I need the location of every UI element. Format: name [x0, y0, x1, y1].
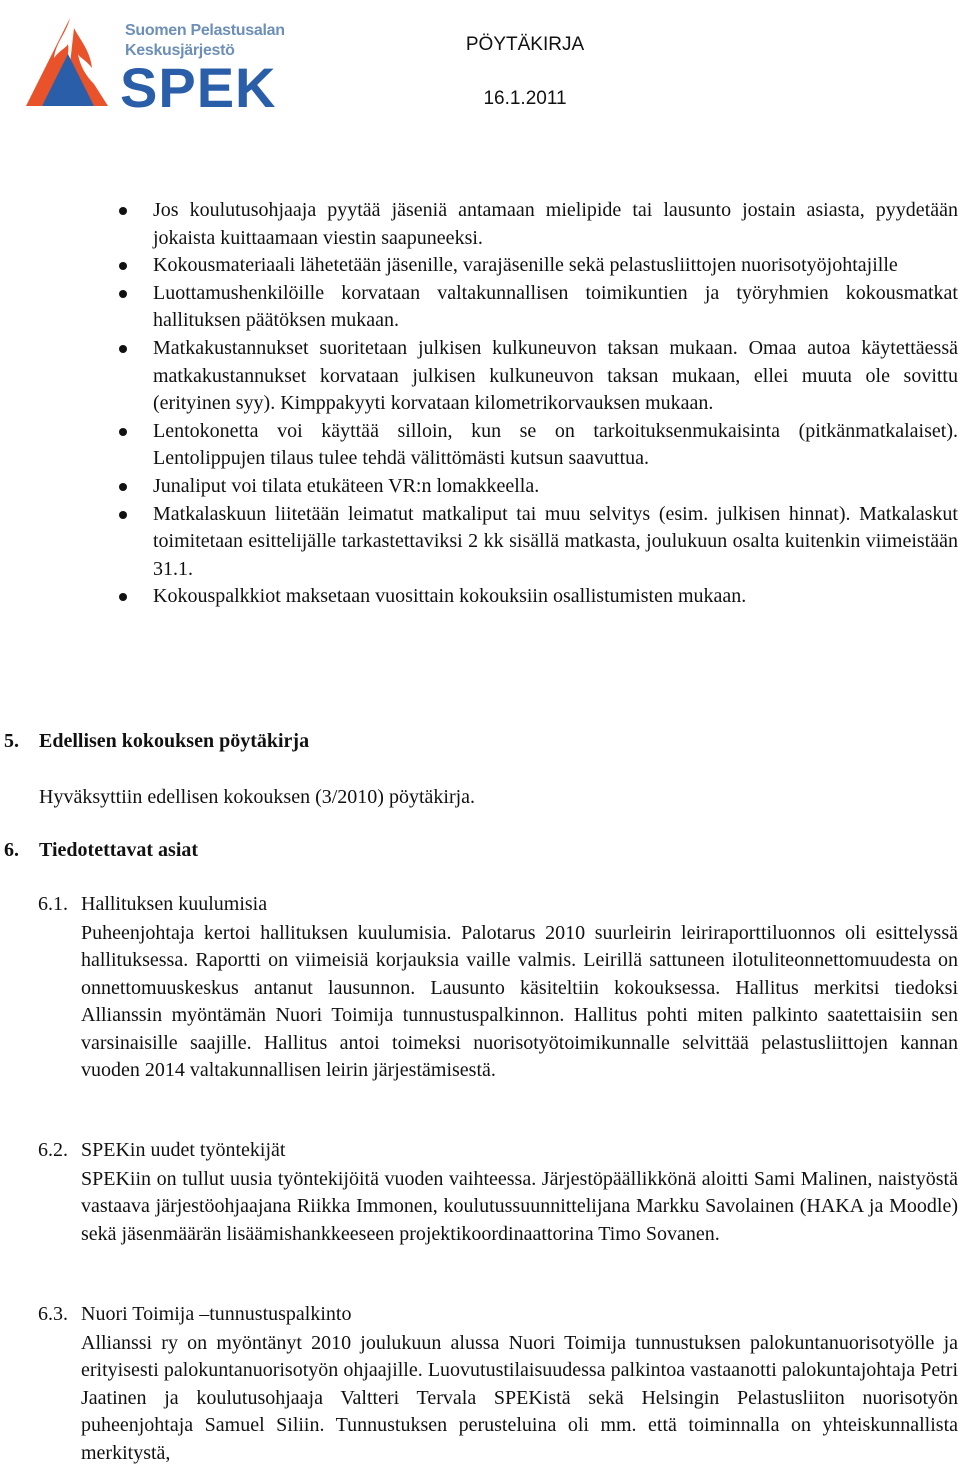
- list-item: Junaliput voi tilata etukäteen VR:n lomakkeella.: [153, 473, 958, 501]
- list-item: Lentokonetta voi käyttää silloin, kun se on tarkoituksenmukaisinta (pitkänmatkalaiset). Lentolippujen tilaus tulee tehdä välittömästi kutsun saavuttua.: [153, 418, 958, 473]
- list-item: Kokouspalkkiot maksetaan vuosittain kokouksiin osallistumisten mukaan.: [153, 583, 958, 611]
- subsection-6-3-text: Allianssi ry on myöntänyt 2010 joulukuun alussa Nuori Toimija tunnustuksen palokuntanuorisotyölle ja erityisesti palokuntanuorisotyön ohjaajille. Luovutustilaisuudessa palkintoa vastaanotti palokuntajohtaja Petri Jaatinen ja koulutusohjaaja Valtteri Tervala SPEKistä sekä Helsingin Pelastusliiton nuorisotyön puheenjohtaja Samuel Siliin. Tunnustuksen perusteluina oli mm. että toiminnalla on yhteiskunnallista merkitystä,: [81, 1332, 958, 1464]
- subsection-6-1-text: Puheenjohtaja kertoi hallituksen kuulumisia. Palotarus 2010 suurleirin leiriraporttiluonnos oli esittelyssä hallituksessa. Raportti on viimeisiä korjauksia vaille valmis. Leirillä sattuneen ilotuliteonnettomuudesta on onnettomuuskeskus antanut lausunnon. Lausunto käsiteltiin kokouksessa. Hallitus merkitsi tiedoksi Allianssin myöntämän Nuori Toimija tunnustuspalkinnon. Hallitus pohti miten palkinto saatettaisiin sen varsinaisille saajille. Hallitus antoi toimeksi nuorisotyötoimikunnalle selvittää pelastusliittojen kannan vuoden 2014 valtakunnallisen leirin järjestämisestä.: [81, 922, 958, 1082]
- section-number: 5.: [4, 730, 19, 752]
- subsection-number: 6.1.: [38, 893, 68, 915]
- spek-logo: [20, 14, 285, 119]
- section-title: Edellisen kokouksen pöytäkirja: [39, 730, 310, 752]
- section-number: 6.: [4, 839, 19, 861]
- logo-wordmark: SPEK: [120, 56, 277, 119]
- list-item: Matkakustannukset suoritetaan julkisen kulkuneuvon taksan mukaan. Omaa autoa käytettäessä matkakustannukset korvataan julkisen kulkuneuvon taksan mukaan, ellei muuta ole sovittu (erityinen syy). Kimppakyyti korvataan kilometrikorvauksen mukaan.: [153, 335, 958, 418]
- subsection-number: 6.2.: [38, 1139, 68, 1161]
- subsection-title: Hallituksen kuulumisia: [81, 893, 268, 915]
- bullet-list: [153, 197, 958, 611]
- list-item: Luottamushenkilöille korvataan valtakunnallisen toimikuntien ja työryhmien kokousmatkat hallituksen päätöksen mukaan.: [153, 280, 958, 335]
- logo-line-2: Keskusjärjestö: [125, 42, 235, 59]
- list-item: Kokousmateriaali lähetetään jäsenille, varajäsenille sekä pelastusliittojen nuorisotyöjohtajille: [153, 252, 958, 280]
- subsection-title: SPEKin uudet työntekijät: [81, 1139, 286, 1161]
- document-date: 16.1.2011: [483, 88, 567, 109]
- subsection-6-2-text: SPEKiin on tullut uusia työntekijöitä vuoden vaihteessa. Järjestöpäällikkönä aloitti Sami Malinen, naistyöstä vastaava järjestöohjaajana Riikka Immonen, koulutussuunnittelijana Markku Savolainen (HAKA ja Moodle) sekä jäsenmäärän lisäämishankkeeseen projektikoordinaattorina Timo Sovanen.: [81, 1168, 958, 1245]
- list-item: Jos koulutusohjaaja pyytää jäseniä antamaan mielipide tai lausunto jostain asiasta, pyydetään jokaista kuittaamaan viestin saapuneeksi.: [153, 197, 958, 252]
- flame-icon: [20, 14, 120, 110]
- subsection-number: 6.3.: [38, 1303, 68, 1325]
- document-type: PÖYTÄKIRJA: [465, 34, 585, 55]
- subsection-title: Nuori Toimija –tunnustuspalkinto: [81, 1303, 352, 1325]
- section-title: Tiedotettavat asiat: [39, 839, 199, 861]
- list-item: Matkalaskuun liitetään leimatut matkaliput tai muu selvitys (esim. julkisen hinnat). Matkalaskut toimitetaan esittelijälle tarkastettaviksi 2 kk sisällä matkasta, joulukuun osalta kuitenkin viimeistään 31.1.: [153, 501, 958, 584]
- section-5-text: Hyväksyttiin edellisen kokouksen (3/2010) pöytäkirja.: [39, 786, 476, 808]
- logo-line-1: Suomen Pelastusalan: [125, 22, 285, 39]
